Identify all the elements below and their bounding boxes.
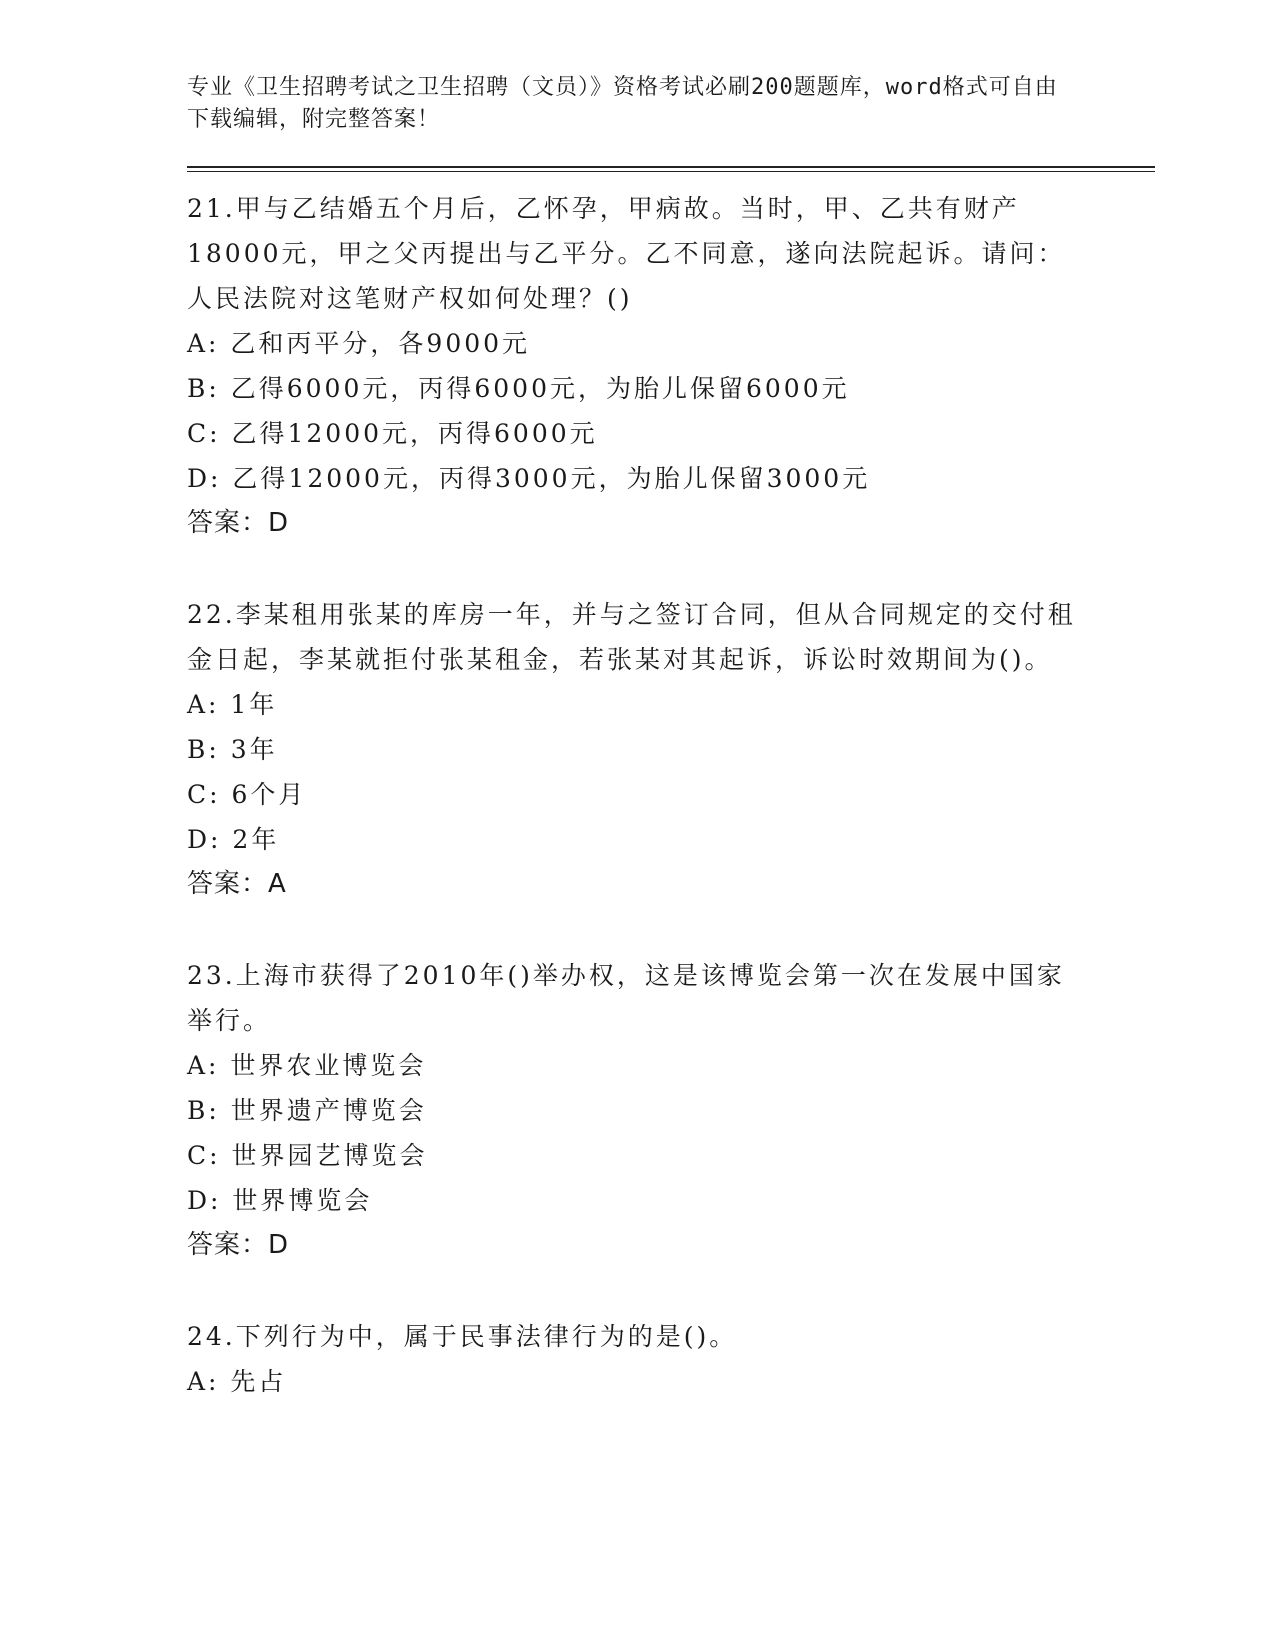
option-a: A: 1年: [187, 690, 278, 719]
header-divider: [187, 166, 1155, 172]
question-list: [187, 186, 1147, 1404]
option-c: C: 乙得12000元，丙得6000元: [187, 419, 598, 448]
option-b: B: 乙得6000元，丙得6000元，为胎儿保留6000元: [187, 374, 850, 403]
question-21: [187, 186, 1147, 546]
answer: 答案：A: [187, 869, 287, 899]
option-d: D: 乙得12000元，丙得3000元，为胎儿保留3000元: [187, 464, 871, 493]
option-d: D: 2年: [187, 825, 280, 854]
question-23: [187, 953, 1147, 1268]
question-24: [187, 1314, 1147, 1404]
option-b: B: 世界遗产博览会: [187, 1096, 427, 1125]
question-text: 21.甲与乙结婚五个月后，乙怀孕，甲病故。当时，甲、乙共有财产18000元，甲之父丙提出与乙平分。乙不同意，遂向法院起诉。请问：人民法院对这笔财产权如何处理？(): [187, 194, 1066, 313]
answer: 答案：D: [187, 1230, 290, 1260]
question-22: [187, 592, 1147, 907]
option-a: A: 乙和丙平分，各9000元: [187, 329, 531, 358]
document-page: [187, 72, 1147, 1450]
question-text: 24.下列行为中，属于民事法律行为的是()。: [187, 1322, 738, 1351]
question-text: 22.李某租用张某的库房一年，并与之签订合同，但从合同规定的交付租金日起，李某就拒付张某租金，若张某对其起诉，诉讼时效期间为()。: [187, 600, 1076, 674]
option-a: A: 世界农业博览会: [187, 1051, 427, 1080]
option-c: C: 世界园艺博览会: [187, 1141, 428, 1170]
option-b: B: 3年: [187, 735, 278, 764]
option-a: A: 先占: [187, 1367, 287, 1396]
option-d: D: 世界博览会: [187, 1186, 373, 1215]
option-c: C: 6个月: [187, 780, 307, 809]
question-text: 23.上海市获得了2010年()举办权，这是该博览会第一次在发展中国家举行。: [187, 961, 1065, 1035]
answer: 答案：D: [187, 508, 290, 538]
document-header: 专业《卫生招聘考试之卫生招聘（文员）》资格考试必刷200题题库，word格式可自由下载编辑，附完整答案！: [187, 75, 1058, 132]
